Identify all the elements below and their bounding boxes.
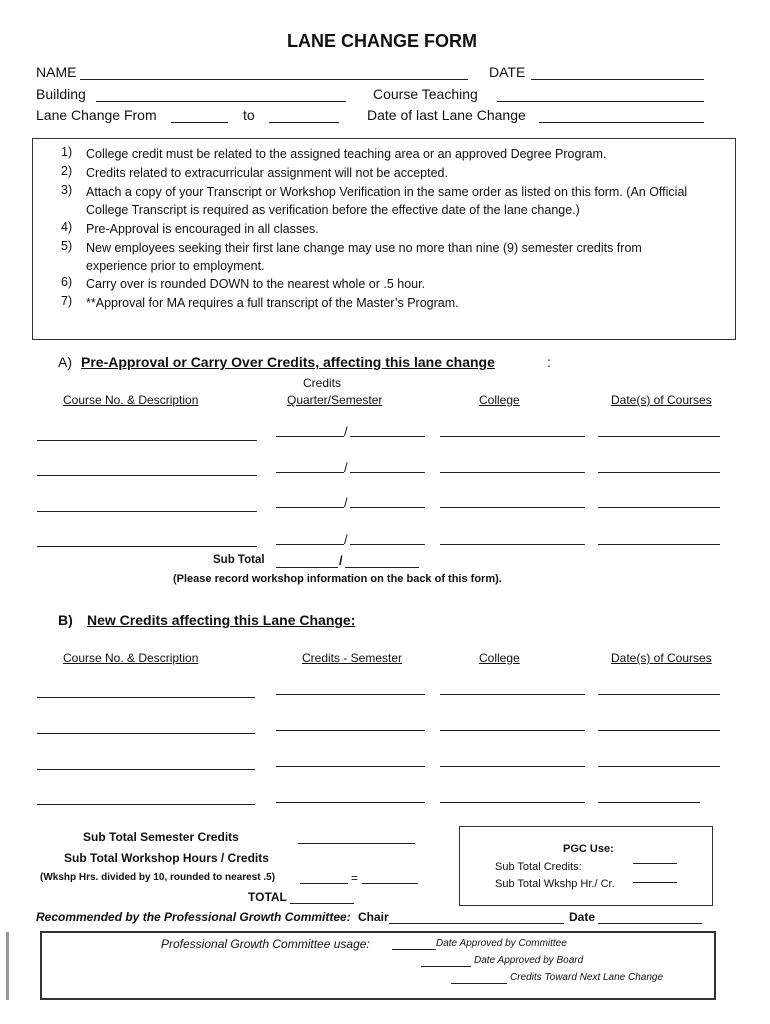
pgc-subtotal-credits-field[interactable] <box>633 863 677 864</box>
name-field[interactable] <box>80 79 468 80</box>
to-label: to <box>243 107 255 123</box>
rule-number: 1) <box>61 145 73 159</box>
rule-text: Carry over is rounded DOWN to the nearest whole or .5 hour. <box>86 277 426 291</box>
credits-toward-field[interactable] <box>451 983 507 984</box>
quarter-field[interactable] <box>276 544 344 545</box>
dates-field[interactable] <box>598 766 720 767</box>
rule-text: Attach a copy of your Transcript or Workshop Verification in the same order as listed on this form. (An Official College Transcript is required as verification before the effective date of the lane change.) <box>86 185 688 217</box>
section-a-heading: Pre-Approval or Carry Over Credits, affecting this lane change <box>81 354 495 370</box>
slash: / <box>344 532 348 547</box>
rule-number: 6) <box>61 275 73 289</box>
committee-usage-box <box>40 931 716 1000</box>
credits-field[interactable] <box>276 730 425 731</box>
slash: / <box>344 495 348 510</box>
quarter-field[interactable] <box>276 507 344 508</box>
quarter-field[interactable] <box>276 436 344 437</box>
course-field[interactable] <box>37 733 255 734</box>
pgc-use-box <box>459 826 713 906</box>
rule-text: Credits related to extracurricular assignment will not be accepted. <box>86 166 448 180</box>
rule-number: 5) <box>61 239 73 253</box>
course-field[interactable] <box>37 546 257 547</box>
semester-field[interactable] <box>350 436 425 437</box>
college-field[interactable] <box>440 802 585 803</box>
recommended-label: Recommended by the Professional Growth Committee: <box>36 910 351 924</box>
rule-number: 4) <box>61 220 73 234</box>
building-label: Building <box>36 86 86 102</box>
credits-column-header-b: Credits - Semester <box>302 651 403 665</box>
dates-field[interactable] <box>598 802 700 803</box>
margin-bar <box>6 932 9 1000</box>
rule-number: 7) <box>61 294 73 308</box>
section-a-colon: : <box>547 354 551 370</box>
college-column-header: College <box>479 393 520 407</box>
subtotal-a-label: Sub Total <box>213 554 265 566</box>
section-b-prefix: B) <box>58 612 73 628</box>
subtotal-semester-field[interactable] <box>345 567 419 568</box>
course-field[interactable] <box>37 440 257 441</box>
committee-usage-label: Professional Growth Committee usage: <box>161 937 370 951</box>
date-approved-committee-field[interactable] <box>392 949 436 950</box>
subtotal-semester-label: Sub Total Semester Credits <box>83 830 239 844</box>
date-last-lane-field[interactable] <box>539 122 704 123</box>
course-field[interactable] <box>37 769 255 770</box>
college-column-header-b: College <box>479 651 520 665</box>
semester-field[interactable] <box>350 544 425 545</box>
date-approved-committee-label: Date Approved by Committee <box>436 938 567 949</box>
pgc-subtotal-wkshp-field[interactable] <box>633 882 677 883</box>
college-field[interactable] <box>440 766 585 767</box>
college-field[interactable] <box>440 507 585 508</box>
section-a-prefix: A) <box>58 354 72 370</box>
course-field[interactable] <box>37 697 255 698</box>
lane-from-field[interactable] <box>171 122 228 123</box>
dates-field[interactable] <box>598 694 720 695</box>
course-field[interactable] <box>37 475 257 476</box>
total-field[interactable] <box>290 903 354 904</box>
date-label: DATE <box>489 64 526 80</box>
dates-column-header: Date(s) of Courses <box>611 393 712 407</box>
dates-column-header-b: Date(s) of Courses <box>611 651 712 665</box>
college-field[interactable] <box>440 472 585 473</box>
credits-field[interactable] <box>276 802 425 803</box>
rule-text: **Approval for MA requires a full transcript of the Master’s Program. <box>86 296 459 310</box>
lane-to-field[interactable] <box>269 122 339 123</box>
dates-field[interactable] <box>598 472 720 473</box>
pgc-title: PGC Use: <box>563 843 614 855</box>
college-field[interactable] <box>440 730 585 731</box>
rule-text: College credit must be related to the assigned teaching area or an approved Degree Program. <box>86 147 607 161</box>
slash: / <box>344 460 348 475</box>
rule-number: 3) <box>61 183 73 197</box>
credits-column-header: Quarter/Semester <box>287 393 383 407</box>
credits-field[interactable] <box>276 766 425 767</box>
rule-text: New employees seeking their first lane change may use no more than nine (9) semester credits from experience prior to employment. <box>86 241 642 273</box>
course-teaching-label: Course Teaching <box>373 86 478 102</box>
workshop-calc-note: (Wkshp Hrs. divided by 10, rounded to nearest .5) <box>40 872 276 883</box>
dates-field[interactable] <box>598 730 720 731</box>
subtotal-workshop-label: Sub Total Workshop Hours / Credits <box>64 851 269 865</box>
rule-number: 2) <box>61 164 73 178</box>
date-approved-board-label: Date Approved by Board <box>474 955 584 966</box>
pgc-subtotal-wkshp-label: Sub Total Wkshp Hr./ Cr. <box>495 878 615 890</box>
semester-field[interactable] <box>350 507 425 508</box>
lane-change-from-label: Lane Change From <box>36 107 157 123</box>
section-b-heading: New Credits affecting this Lane Change: <box>87 612 356 628</box>
quarter-field[interactable] <box>276 472 344 473</box>
subtotal-semester-field[interactable] <box>298 843 415 844</box>
workshop-note: (Please record workshop information on the back of this form). <box>173 573 502 585</box>
equals-sign: = <box>351 871 359 885</box>
building-field[interactable] <box>96 101 346 102</box>
form-title: LANE CHANGE FORM <box>287 31 477 51</box>
workshop-hours-field[interactable] <box>300 883 348 884</box>
subtotal-slash: / <box>339 553 343 568</box>
date-approved-board-field[interactable] <box>421 966 471 967</box>
credits-toward-label: Credits Toward Next Lane Change <box>510 972 664 983</box>
chair-label: Chair <box>358 910 389 924</box>
dates-field[interactable] <box>598 507 720 508</box>
total-label: TOTAL <box>248 890 287 904</box>
pgc-subtotal-credits-label: Sub Total Credits: <box>495 861 582 873</box>
dates-field[interactable] <box>598 436 720 437</box>
course-column-header-b: Course No. & Description <box>63 651 199 665</box>
course-field[interactable] <box>37 804 255 805</box>
college-field[interactable] <box>440 694 585 695</box>
date-last-lane-label: Date of last Lane Change <box>367 107 526 123</box>
credits-column-top: Credits <box>303 376 342 390</box>
dates-field[interactable] <box>598 544 720 545</box>
credits-field[interactable] <box>276 694 425 695</box>
course-column-header: Course No. & Description <box>63 393 199 407</box>
date-field[interactable] <box>531 79 704 80</box>
course-field[interactable] <box>37 511 257 512</box>
college-field[interactable] <box>440 544 585 545</box>
name-label: NAME <box>36 64 77 80</box>
recommended-date-label: Date <box>569 910 596 924</box>
semester-field[interactable] <box>350 472 425 473</box>
college-field[interactable] <box>440 436 585 437</box>
workshop-credits-field[interactable] <box>362 883 418 884</box>
slash: / <box>344 424 348 439</box>
chair-field[interactable] <box>389 923 564 924</box>
subtotal-quarter-field[interactable] <box>276 567 338 568</box>
rule-text: Pre-Approval is encouraged in all classes. <box>86 222 319 236</box>
rules-box <box>32 138 736 340</box>
course-teaching-field[interactable] <box>497 101 704 102</box>
recommended-date-field[interactable] <box>598 923 702 924</box>
